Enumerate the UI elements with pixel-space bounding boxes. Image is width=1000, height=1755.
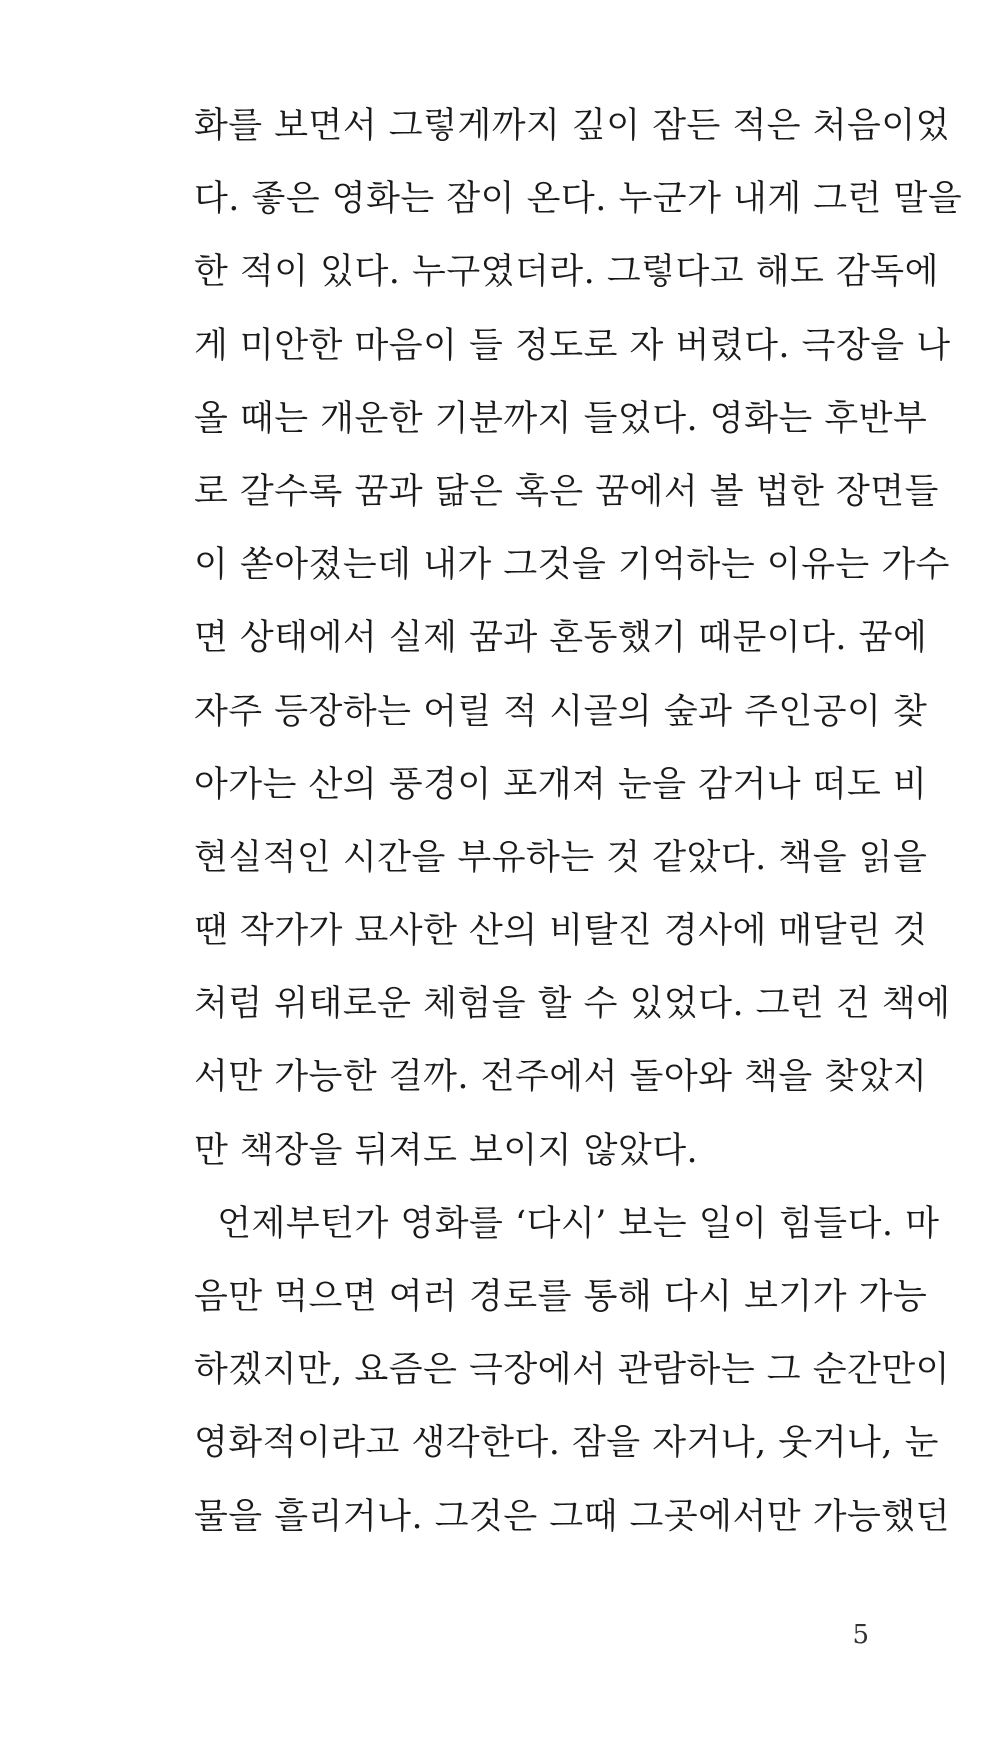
text-line: 언제부턴가 영화를 ‘다시’ 보는 일이 힘들다. 마 <box>194 1203 940 1244</box>
paragraph-2 <box>194 1188 950 1554</box>
text-line: 면 상태에서 실제 꿈과 혼동했기 때문이다. 꿈에 <box>194 618 928 659</box>
body-text <box>194 90 963 1554</box>
text-line: 다. 좋은 영화는 잠이 온다. 누군가 내게 그런 말을 <box>194 179 963 220</box>
text-line: 한 적이 있다. 누구였더라. 그렇다고 해도 감독에 <box>194 252 939 293</box>
text-line: 로 갈수록 꿈과 닮은 혹은 꿈에서 볼 법한 장면들 <box>194 471 939 512</box>
paragraph-1 <box>194 90 963 1188</box>
text-line: 처럼 위태로운 체험을 할 수 있었다. 그런 건 책에 <box>194 984 951 1025</box>
text-line: 이 쏟아졌는데 내가 그것을 기억하는 이유는 가수 <box>194 545 950 586</box>
text-line: 땐 작가가 묘사한 산의 비탈진 경사에 매달린 것 <box>194 911 928 952</box>
text-line: 현실적인 시간을 부유하는 것 같았다. 책을 읽을 <box>194 837 928 878</box>
text-line: 서만 가능한 걸까. 전주에서 돌아와 책을 찾았지 <box>194 1057 928 1098</box>
text-line: 만 책장을 뒤져도 보이지 않았다. <box>194 1130 699 1171</box>
text-line: 음만 먹으면 여러 경로를 통해 다시 보기가 가능 <box>194 1277 928 1317</box>
text-line: 게 미안한 마음이 들 정도로 자 버렸다. 극장을 나 <box>194 325 951 366</box>
text-line: 물을 흘리거나. 그것은 그때 그곳에서만 가능했던 <box>194 1496 950 1537</box>
text-line: 아가는 산의 풍경이 포개져 눈을 감거나 떠도 비 <box>194 764 928 805</box>
text-line: 화를 보면서 그렇게까지 깊이 잠든 적은 처음이었 <box>194 106 950 146</box>
page-number: 5 <box>852 1620 869 1650</box>
text-line: 올 때는 개운한 기분까지 들었다. 영화는 후반부 <box>194 398 928 439</box>
text-line: 자주 등장하는 어릴 적 시골의 숲과 주인공이 찾 <box>194 691 928 732</box>
text-line: 하겠지만, 요즘은 극장에서 관람하는 그 순간만이 <box>194 1350 950 1391</box>
text-line: 영화적이라고 생각한다. 잠을 자거나, 웃거나, 눈 <box>194 1423 939 1464</box>
